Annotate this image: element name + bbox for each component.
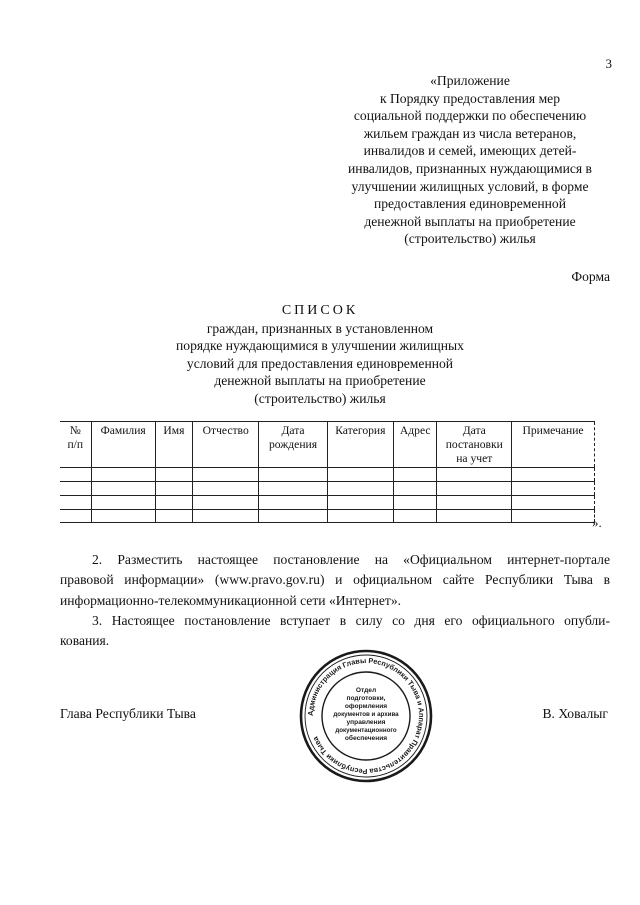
seal-center-line: обеспечения: [344, 735, 388, 742]
appendix-line: «Приложение: [430, 73, 510, 88]
signatory-name: В. Ховалыг: [542, 706, 608, 721]
paragraph-3: [60, 611, 610, 652]
citizens-table: [60, 421, 595, 523]
form-label: Форма: [571, 269, 610, 284]
header-surname: Фамилия: [91, 422, 155, 468]
table-row: [60, 468, 595, 482]
list-subtitle-line: (строительство) жилья: [254, 390, 386, 406]
seal-center-line: подготовки,: [346, 695, 386, 702]
list-subtitle-line: граждан, признанных в установленном: [206, 321, 434, 336]
seal-center-line: управления: [346, 719, 386, 726]
page-number: 3: [605, 56, 612, 71]
signatory-title: Глава Республики Тыва: [60, 706, 196, 721]
table-row: [60, 496, 595, 510]
seal-center-line: Отдел: [355, 687, 377, 694]
paragraph-line: 3. Настоящее постановление вступает в силу со дня его официального опубли-: [92, 613, 610, 628]
seal-center-line: оформления: [344, 703, 388, 710]
table-row: [60, 482, 595, 496]
header-name: Имя: [155, 422, 192, 468]
appendix-line: предоставления единовременной: [373, 196, 567, 212]
seal-center-line: документационного: [335, 727, 397, 734]
seal-center-line: документов и архива: [333, 711, 399, 718]
appendix-line: (строительство) жилья: [404, 231, 536, 247]
paragraph-line: 2. Разместить настоящее постановление на «Официальном интернет-портале: [92, 552, 610, 567]
list-subtitle-line: денежной выплаты на приобретение: [214, 373, 426, 389]
official-seal: [298, 648, 434, 784]
header-category: Категория: [327, 422, 393, 468]
appendix-line: к Порядку предоставления мер: [379, 90, 561, 106]
list-subtitle-line: условий для предоставления единовременной: [186, 355, 454, 371]
header-number: № п/п: [60, 422, 91, 468]
appendix-line: социальной поддержки по обеспечению: [353, 108, 587, 124]
header-birth-date: Дата рождения: [259, 422, 327, 468]
header-address: Адрес: [393, 422, 437, 468]
closing-quote: ».: [592, 515, 602, 530]
appendix-line: инвалидов и семей, имеющих детей-: [363, 143, 577, 159]
list-subtitle: [150, 320, 490, 407]
seal-ring-text: Администрация Главы Республики Тыва и Аппарат Правительства Республики Тыва: [305, 655, 427, 777]
paragraph-line: правовой информации» (www.pravo.gov.ru) и официальном сайте Республики Тыва в: [60, 572, 610, 588]
appendix-line: денежной выплаты на приобретение: [364, 213, 576, 229]
header-patronymic: Отчество: [193, 422, 259, 468]
appendix-line: жильем граждан из числа ветеранов,: [363, 125, 577, 141]
list-subtitle-line: порядке нуждающимися в улучшении жилищных: [176, 338, 464, 354]
header-note: Примечание: [512, 422, 595, 468]
list-title: СПИСОК: [281, 303, 359, 318]
appendix-header: [300, 72, 640, 248]
appendix-line: улучшении жилищных условий, в форме: [351, 178, 589, 194]
paragraph-line: информационно-телекоммуникационной сети «Интернет».: [60, 592, 402, 608]
header-registration-date: Дата постановки на учет: [437, 422, 512, 468]
appendix-line: инвалидов, признанных нуждающимися в: [348, 160, 592, 176]
paragraph-2: [60, 550, 610, 611]
table-header-row: [60, 422, 595, 468]
paragraph-line: кования.: [60, 633, 110, 649]
table-row: [60, 510, 595, 523]
